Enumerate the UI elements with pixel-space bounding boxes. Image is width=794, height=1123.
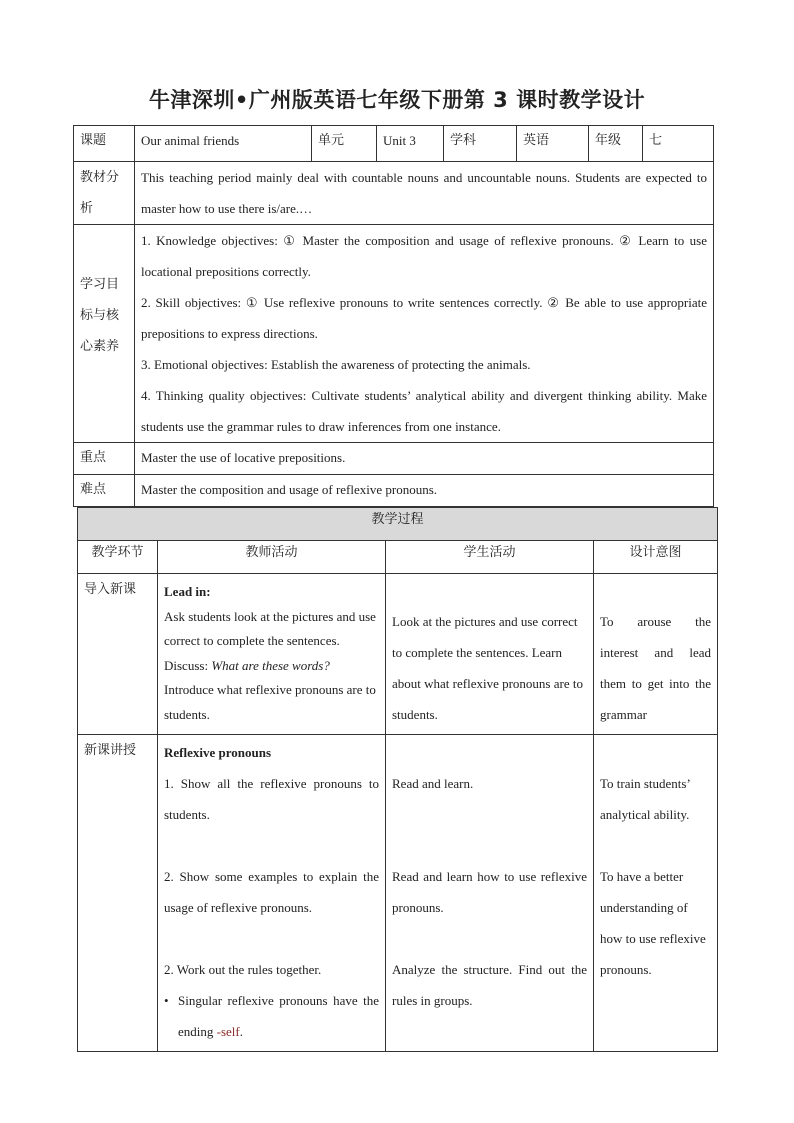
unit-label: 单元 [312, 126, 377, 162]
process-title: 教学过程 [78, 508, 718, 541]
student-step: Analyze the structure. Find out the rules in groups. [392, 962, 587, 1008]
lead-in-design-intent: To arouse the interest and lead them to get into the grammar [594, 574, 718, 735]
subject-value: 英语 [517, 126, 589, 162]
process-title-row [78, 508, 718, 541]
objectives-label: 学习目标与核心素养 [74, 225, 135, 443]
difficult-point-row [74, 475, 714, 507]
student-step: Read and learn. [392, 776, 474, 791]
bullet-icon: • [164, 993, 169, 1008]
lead-in-heading: Lead in: [164, 584, 211, 599]
stage-lead-in: 导入新课 [78, 574, 158, 735]
grade-value: 七 [643, 126, 714, 162]
analysis-text: This teaching period mainly deal with countable nouns and uncountable nouns. Students are expected to master how to use there is/are.… [135, 162, 714, 225]
discuss-label: Discuss: [164, 657, 212, 673]
stage-new-lesson: 新课讲授 [78, 735, 158, 1052]
objectives-list [135, 225, 714, 443]
unit-value: Unit 3 [377, 126, 444, 162]
document-title: 牛津深圳•广州版英语七年级下册第 3 课时教学设计 [148, 88, 646, 112]
column-header: 设计意图 [594, 541, 718, 574]
intent-item: To train students’ analytical ability. [600, 776, 690, 822]
new-lesson-heading: Reflexive pronouns [164, 745, 272, 760]
column-header: 教学环节 [78, 541, 158, 574]
topic-value: Our animal friends [135, 126, 312, 162]
column-header: 学生活动 [386, 541, 594, 574]
subject-label: 学科 [444, 126, 517, 162]
key-point-text: Master the use of locative prepositions. [135, 443, 714, 475]
new-lesson-teacher-activity [158, 735, 386, 1052]
teacher-step: 2. Show some examples to explain the usage of reflexive pronouns. [164, 869, 379, 915]
column-header: 教师活动 [158, 541, 386, 574]
lead-in-teacher-activity [158, 574, 386, 735]
lesson-info-table [73, 125, 714, 507]
teaching-process-table [77, 507, 718, 1052]
teacher-step: 1. Show all the reflexive pronouns to students. [164, 776, 379, 822]
teacher-step: 2. Work out the rules together. [164, 962, 322, 977]
lead-in-row [78, 574, 718, 735]
info-row [74, 126, 714, 162]
objective-item: 2. Skill objectives: ① Use reflexive pronouns to write sentences correctly. ② Be able to use appropriate prepositions to express directions. [141, 295, 707, 341]
intent-item: To have a better understanding of how to use reflexive pronouns. [600, 869, 706, 977]
analysis-label: 教材分析 [74, 162, 135, 225]
lead-in-teacher-text: Ask students look at the pictures and use correct to complete the sentences. [164, 608, 376, 648]
difficult-point-text: Master the composition and usage of reflexive pronouns. [135, 475, 714, 507]
lead-in-student-activity: Look at the pictures and use correct to complete the sentences. Learn about what reflexive pronouns are to students. [386, 574, 594, 735]
key-point-row [74, 443, 714, 475]
new-lesson-design-intent [594, 735, 718, 1052]
new-lesson-row [78, 735, 718, 1052]
discuss-question: What are these words? [211, 657, 330, 673]
new-lesson-student-activity [386, 735, 594, 1052]
analysis-row [74, 162, 714, 225]
key-point-label: 重点 [74, 443, 135, 475]
lead-in-teacher-text2: Introduce what reflexive pronouns are to students. [164, 682, 376, 722]
objective-item: 4. Thinking quality objectives: Cultivate students’ analytical ability and divergent thinking ability. Make students use the grammar rules to draw inferences from one instance. [141, 388, 707, 434]
process-column-headers [78, 541, 718, 574]
objectives-row [74, 225, 714, 443]
objective-item: 1. Knowledge objectives: ① Master the composition and usage of reflexive pronouns. ② Learn to use locational prepositions correctly. [141, 233, 707, 279]
difficult-point-label: 难点 [74, 475, 135, 507]
grade-label: 年级 [589, 126, 643, 162]
student-step: Read and learn how to use reflexive pronouns. [392, 869, 587, 915]
topic-label: 课题 [74, 126, 135, 162]
objective-item: 3. Emotional objectives: Establish the awareness of protecting the animals. [141, 357, 531, 372]
rule-bullet: • Singular reflexive pronouns have the ending -self. [164, 985, 379, 1047]
suffix-highlight: -self [216, 1024, 240, 1039]
